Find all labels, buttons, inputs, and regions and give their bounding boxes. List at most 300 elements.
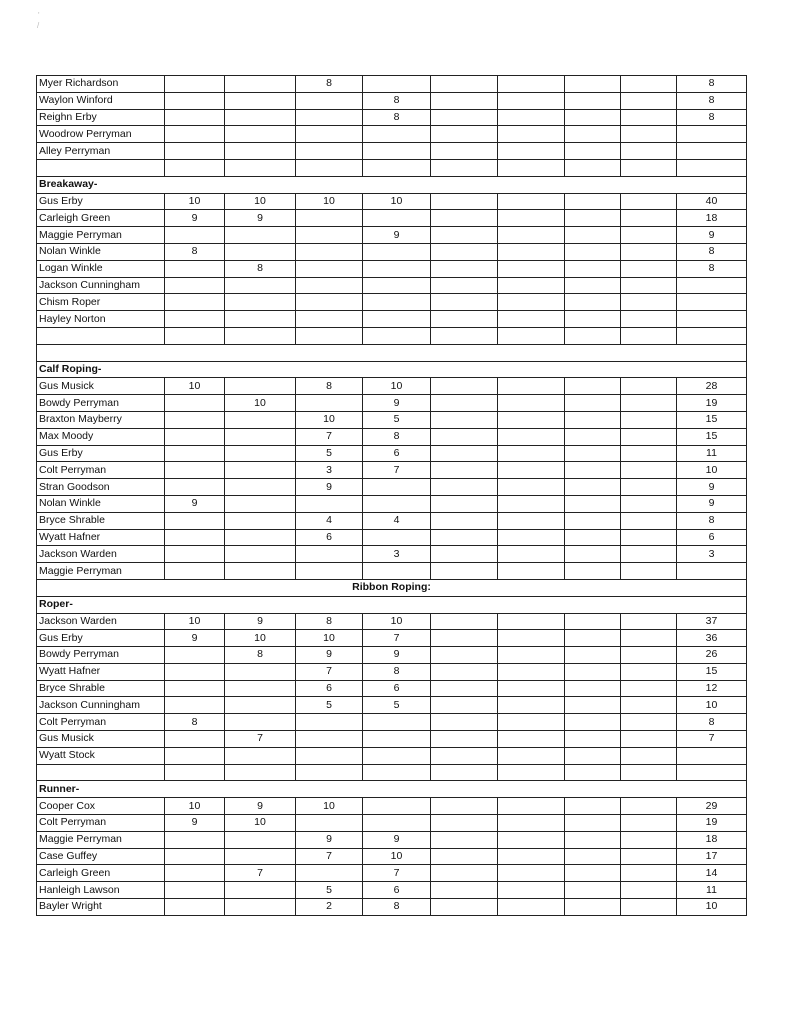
score-cell [565,92,621,109]
score-cell [621,92,677,109]
score-cell [431,260,498,277]
score-cell [225,512,296,529]
score-cell [621,831,677,848]
score-cell [565,311,621,328]
score-cell [431,193,498,210]
score-cell: 8 [363,92,431,109]
score-cell [498,260,565,277]
score-cell [225,76,296,93]
score-cell [225,126,296,143]
contestant-name: Nolan Winkle [37,495,165,512]
score-cell [165,462,225,479]
score-cell [225,445,296,462]
score-cell: 3 [363,546,431,563]
score-cell [498,546,565,563]
total-cell: 10 [677,462,747,479]
section-header-row [37,781,747,798]
score-cell [165,109,225,126]
score-cell [431,563,498,580]
table-row [37,445,747,462]
score-cell [498,697,565,714]
score-cell [431,277,498,294]
total-cell: 28 [677,378,747,395]
score-cell [565,462,621,479]
score-cell [498,882,565,899]
score-cell [621,479,677,496]
score-cell [431,92,498,109]
score-cell [621,495,677,512]
score-cell [498,76,565,93]
score-cell: 10 [296,193,363,210]
score-cell: 9 [165,495,225,512]
total-cell: 11 [677,445,747,462]
score-cell [431,159,498,176]
score-cell [565,613,621,630]
total-cell [677,159,747,176]
score-cell [431,495,498,512]
score-cell [621,445,677,462]
contestant-name: Chism Roper [37,294,165,311]
score-cell [498,680,565,697]
score-cell [296,714,363,731]
total-cell: 6 [677,529,747,546]
score-cell [296,327,363,344]
total-cell: 17 [677,848,747,865]
score-cell [165,764,225,781]
score-cell: 3 [296,462,363,479]
table-row [37,613,747,630]
score-cell [621,243,677,260]
score-cell: 7 [225,731,296,748]
total-cell: 10 [677,899,747,916]
score-cell: 9 [296,831,363,848]
contestant-name: Nolan Winkle [37,243,165,260]
score-cell [431,512,498,529]
score-cell [431,143,498,160]
contestant-name [37,327,165,344]
score-cell: 6 [363,882,431,899]
table-row [37,546,747,563]
table-row [37,882,747,899]
total-cell: 15 [677,411,747,428]
table-row [37,495,747,512]
table-row [37,411,747,428]
contestant-name: Hayley Norton [37,311,165,328]
contestant-name: Colt Perryman [37,815,165,832]
table-row [37,260,747,277]
score-cell [296,311,363,328]
score-cell [498,411,565,428]
score-cell [431,462,498,479]
score-cell [498,92,565,109]
score-cell: 10 [363,848,431,865]
score-cell [565,546,621,563]
score-cell [565,395,621,412]
table-row [37,899,747,916]
score-cell [225,462,296,479]
score-cell [498,899,565,916]
score-cell [498,563,565,580]
score-cell [225,294,296,311]
total-cell: 8 [677,260,747,277]
score-cell: 10 [296,798,363,815]
score-cell: 10 [165,378,225,395]
score-cell [363,143,431,160]
score-cell: 9 [225,210,296,227]
score-cell [225,747,296,764]
score-cell [565,680,621,697]
total-cell: 8 [677,92,747,109]
score-cell [498,663,565,680]
score-cell: 7 [363,462,431,479]
score-cell [498,647,565,664]
score-cell: 8 [296,613,363,630]
score-cell [363,277,431,294]
score-cell: 9 [165,630,225,647]
score-cell [621,428,677,445]
score-cell [225,529,296,546]
total-cell: 8 [677,243,747,260]
score-cell [165,294,225,311]
total-cell: 9 [677,227,747,244]
score-cell [431,126,498,143]
score-cell: 9 [363,647,431,664]
score-cell [565,479,621,496]
section-header-row [37,344,747,361]
score-cell [621,882,677,899]
score-cell [621,546,677,563]
total-cell [677,747,747,764]
score-cell [431,210,498,227]
score-cell [498,479,565,496]
score-cell [225,546,296,563]
score-cell [621,294,677,311]
score-cell [498,815,565,832]
score-cell [621,714,677,731]
total-cell [677,294,747,311]
score-cell: 9 [225,613,296,630]
table-row [37,92,747,109]
score-cell [498,210,565,227]
score-cell [621,663,677,680]
score-cell [431,680,498,697]
score-cell [363,159,431,176]
score-cell [296,865,363,882]
score-cell [225,92,296,109]
score-cell [225,411,296,428]
table-row [37,764,747,781]
score-cell: 5 [363,697,431,714]
table-row [37,159,747,176]
score-cell [165,277,225,294]
score-cell [621,764,677,781]
score-cell [431,613,498,630]
contestant-name: Gus Musick [37,731,165,748]
total-cell: 18 [677,831,747,848]
score-cell [498,126,565,143]
score-cell: 6 [296,680,363,697]
score-cell [621,798,677,815]
score-cell [431,243,498,260]
score-cell [296,563,363,580]
table-row [37,327,747,344]
total-cell: 26 [677,647,747,664]
contestant-name [37,159,165,176]
score-cell: 10 [296,630,363,647]
score-cell [296,260,363,277]
score-cell: 8 [363,899,431,916]
score-cell [363,260,431,277]
score-cell [431,764,498,781]
contestant-name: Myer Richardson [37,76,165,93]
score-cell [165,747,225,764]
score-cell [621,512,677,529]
score-cell [225,714,296,731]
total-cell [677,126,747,143]
score-cell [565,109,621,126]
score-cell [431,327,498,344]
score-cell: 7 [363,630,431,647]
score-cell [431,899,498,916]
score-cell [296,159,363,176]
contestant-name: Jackson Cunningham [37,697,165,714]
score-cell [565,143,621,160]
total-cell [677,563,747,580]
score-cell [296,815,363,832]
score-cell: 9 [296,647,363,664]
score-cell [363,76,431,93]
score-cell [225,831,296,848]
score-cell [565,899,621,916]
section-header-row [37,596,747,613]
score-cell [225,277,296,294]
total-cell: 19 [677,815,747,832]
score-cell [225,882,296,899]
score-cell: 8 [363,109,431,126]
score-cell [363,327,431,344]
table-row [37,126,747,143]
score-cell [363,529,431,546]
total-cell: 9 [677,479,747,496]
total-cell: 29 [677,798,747,815]
score-cell [225,243,296,260]
score-cell: 5 [363,411,431,428]
contestant-name: Wyatt Hafner [37,529,165,546]
score-cell [565,697,621,714]
score-cell [621,126,677,143]
total-cell: 11 [677,882,747,899]
score-cell [565,159,621,176]
score-cell [621,613,677,630]
score-cell [296,495,363,512]
score-cell: 9 [225,798,296,815]
table-row [37,798,747,815]
score-cell: 9 [363,831,431,848]
score-cell [565,445,621,462]
score-cell [431,714,498,731]
table-row [37,210,747,227]
total-cell: 36 [677,630,747,647]
score-cell [431,815,498,832]
table-row [37,663,747,680]
score-cell: 8 [165,714,225,731]
score-cell [565,294,621,311]
section-header [37,344,747,361]
total-cell: 3 [677,546,747,563]
score-cell [498,831,565,848]
contestant-name: Jackson Cunningham [37,277,165,294]
score-cell [431,529,498,546]
table-row [37,395,747,412]
score-cell [498,294,565,311]
score-cell [565,815,621,832]
event-banner: Ribbon Roping: [37,579,747,596]
score-cell [165,647,225,664]
score-cell [621,395,677,412]
score-cell [165,445,225,462]
score-cell [165,663,225,680]
scan-artifact: ' [38,11,40,20]
score-cell [621,647,677,664]
contestant-name: Bowdy Perryman [37,395,165,412]
total-cell [677,327,747,344]
score-cell: 7 [363,865,431,882]
table-row [37,563,747,580]
score-cell: 9 [296,479,363,496]
score-cell [565,512,621,529]
score-cell [431,647,498,664]
table-row [37,428,747,445]
score-cell [498,462,565,479]
contestant-name: Woodrow Perryman [37,126,165,143]
score-cell [296,395,363,412]
score-cell: 9 [165,815,225,832]
score-cell [565,865,621,882]
table-row [37,294,747,311]
contestant-name: Wyatt Hafner [37,663,165,680]
score-cell [165,92,225,109]
total-cell [677,764,747,781]
score-cell [565,563,621,580]
score-cell [225,697,296,714]
table-row [37,815,747,832]
score-cell [165,899,225,916]
score-cell: 10 [296,411,363,428]
table-row [37,227,747,244]
score-cell [498,227,565,244]
score-cell [225,327,296,344]
score-cell: 6 [296,529,363,546]
score-cell [165,865,225,882]
score-cell [296,546,363,563]
score-cell [225,848,296,865]
table-row [37,747,747,764]
table-row [37,378,747,395]
score-cell: 7 [296,428,363,445]
score-cell [225,143,296,160]
section-header: Calf Roping- [37,361,747,378]
score-cell [225,159,296,176]
contestant-name: Jackson Warden [37,546,165,563]
score-cell [498,731,565,748]
score-cell [165,159,225,176]
score-cell [431,479,498,496]
score-cell [621,411,677,428]
score-cell: 7 [225,865,296,882]
score-cell [165,882,225,899]
contestant-name: Gus Erby [37,445,165,462]
score-cell: 6 [363,445,431,462]
score-cell [363,798,431,815]
total-cell: 37 [677,613,747,630]
table-row [37,109,747,126]
score-cell [565,798,621,815]
score-cell [565,210,621,227]
score-cell [621,260,677,277]
score-cell [621,193,677,210]
score-cell [565,882,621,899]
score-cell [621,210,677,227]
score-cell [431,747,498,764]
score-cell [363,495,431,512]
total-cell: 7 [677,731,747,748]
score-cell: 9 [363,395,431,412]
total-cell: 14 [677,865,747,882]
score-cell: 5 [296,697,363,714]
score-cell: 5 [296,445,363,462]
contestant-name: Carleigh Green [37,210,165,227]
score-cell [565,831,621,848]
score-cell [565,495,621,512]
score-cell: 10 [225,815,296,832]
score-cell [431,76,498,93]
score-cell: 5 [296,882,363,899]
score-cell [363,764,431,781]
score-cell: 8 [296,76,363,93]
score-cell [565,630,621,647]
score-cell [165,126,225,143]
table-row [37,647,747,664]
score-cell [621,815,677,832]
score-cell [565,529,621,546]
contestant-name: Reighn Erby [37,109,165,126]
score-cell: 8 [225,260,296,277]
score-cell: 8 [225,647,296,664]
score-cell [363,311,431,328]
score-cell [225,563,296,580]
score-cell: 10 [363,193,431,210]
score-cell [165,831,225,848]
score-cell [225,899,296,916]
contestant-name: Maggie Perryman [37,563,165,580]
score-cell [225,495,296,512]
score-cell [225,764,296,781]
contestant-name: Alley Perryman [37,143,165,160]
table-row [37,277,747,294]
score-cell [431,731,498,748]
standings-table-body [37,76,747,916]
total-cell: 15 [677,428,747,445]
score-cell [498,109,565,126]
score-cell [498,193,565,210]
total-cell: 8 [677,512,747,529]
score-cell [165,227,225,244]
section-header: Breakaway- [37,176,747,193]
score-cell [165,327,225,344]
score-cell [498,378,565,395]
score-cell [431,428,498,445]
total-cell [677,311,747,328]
